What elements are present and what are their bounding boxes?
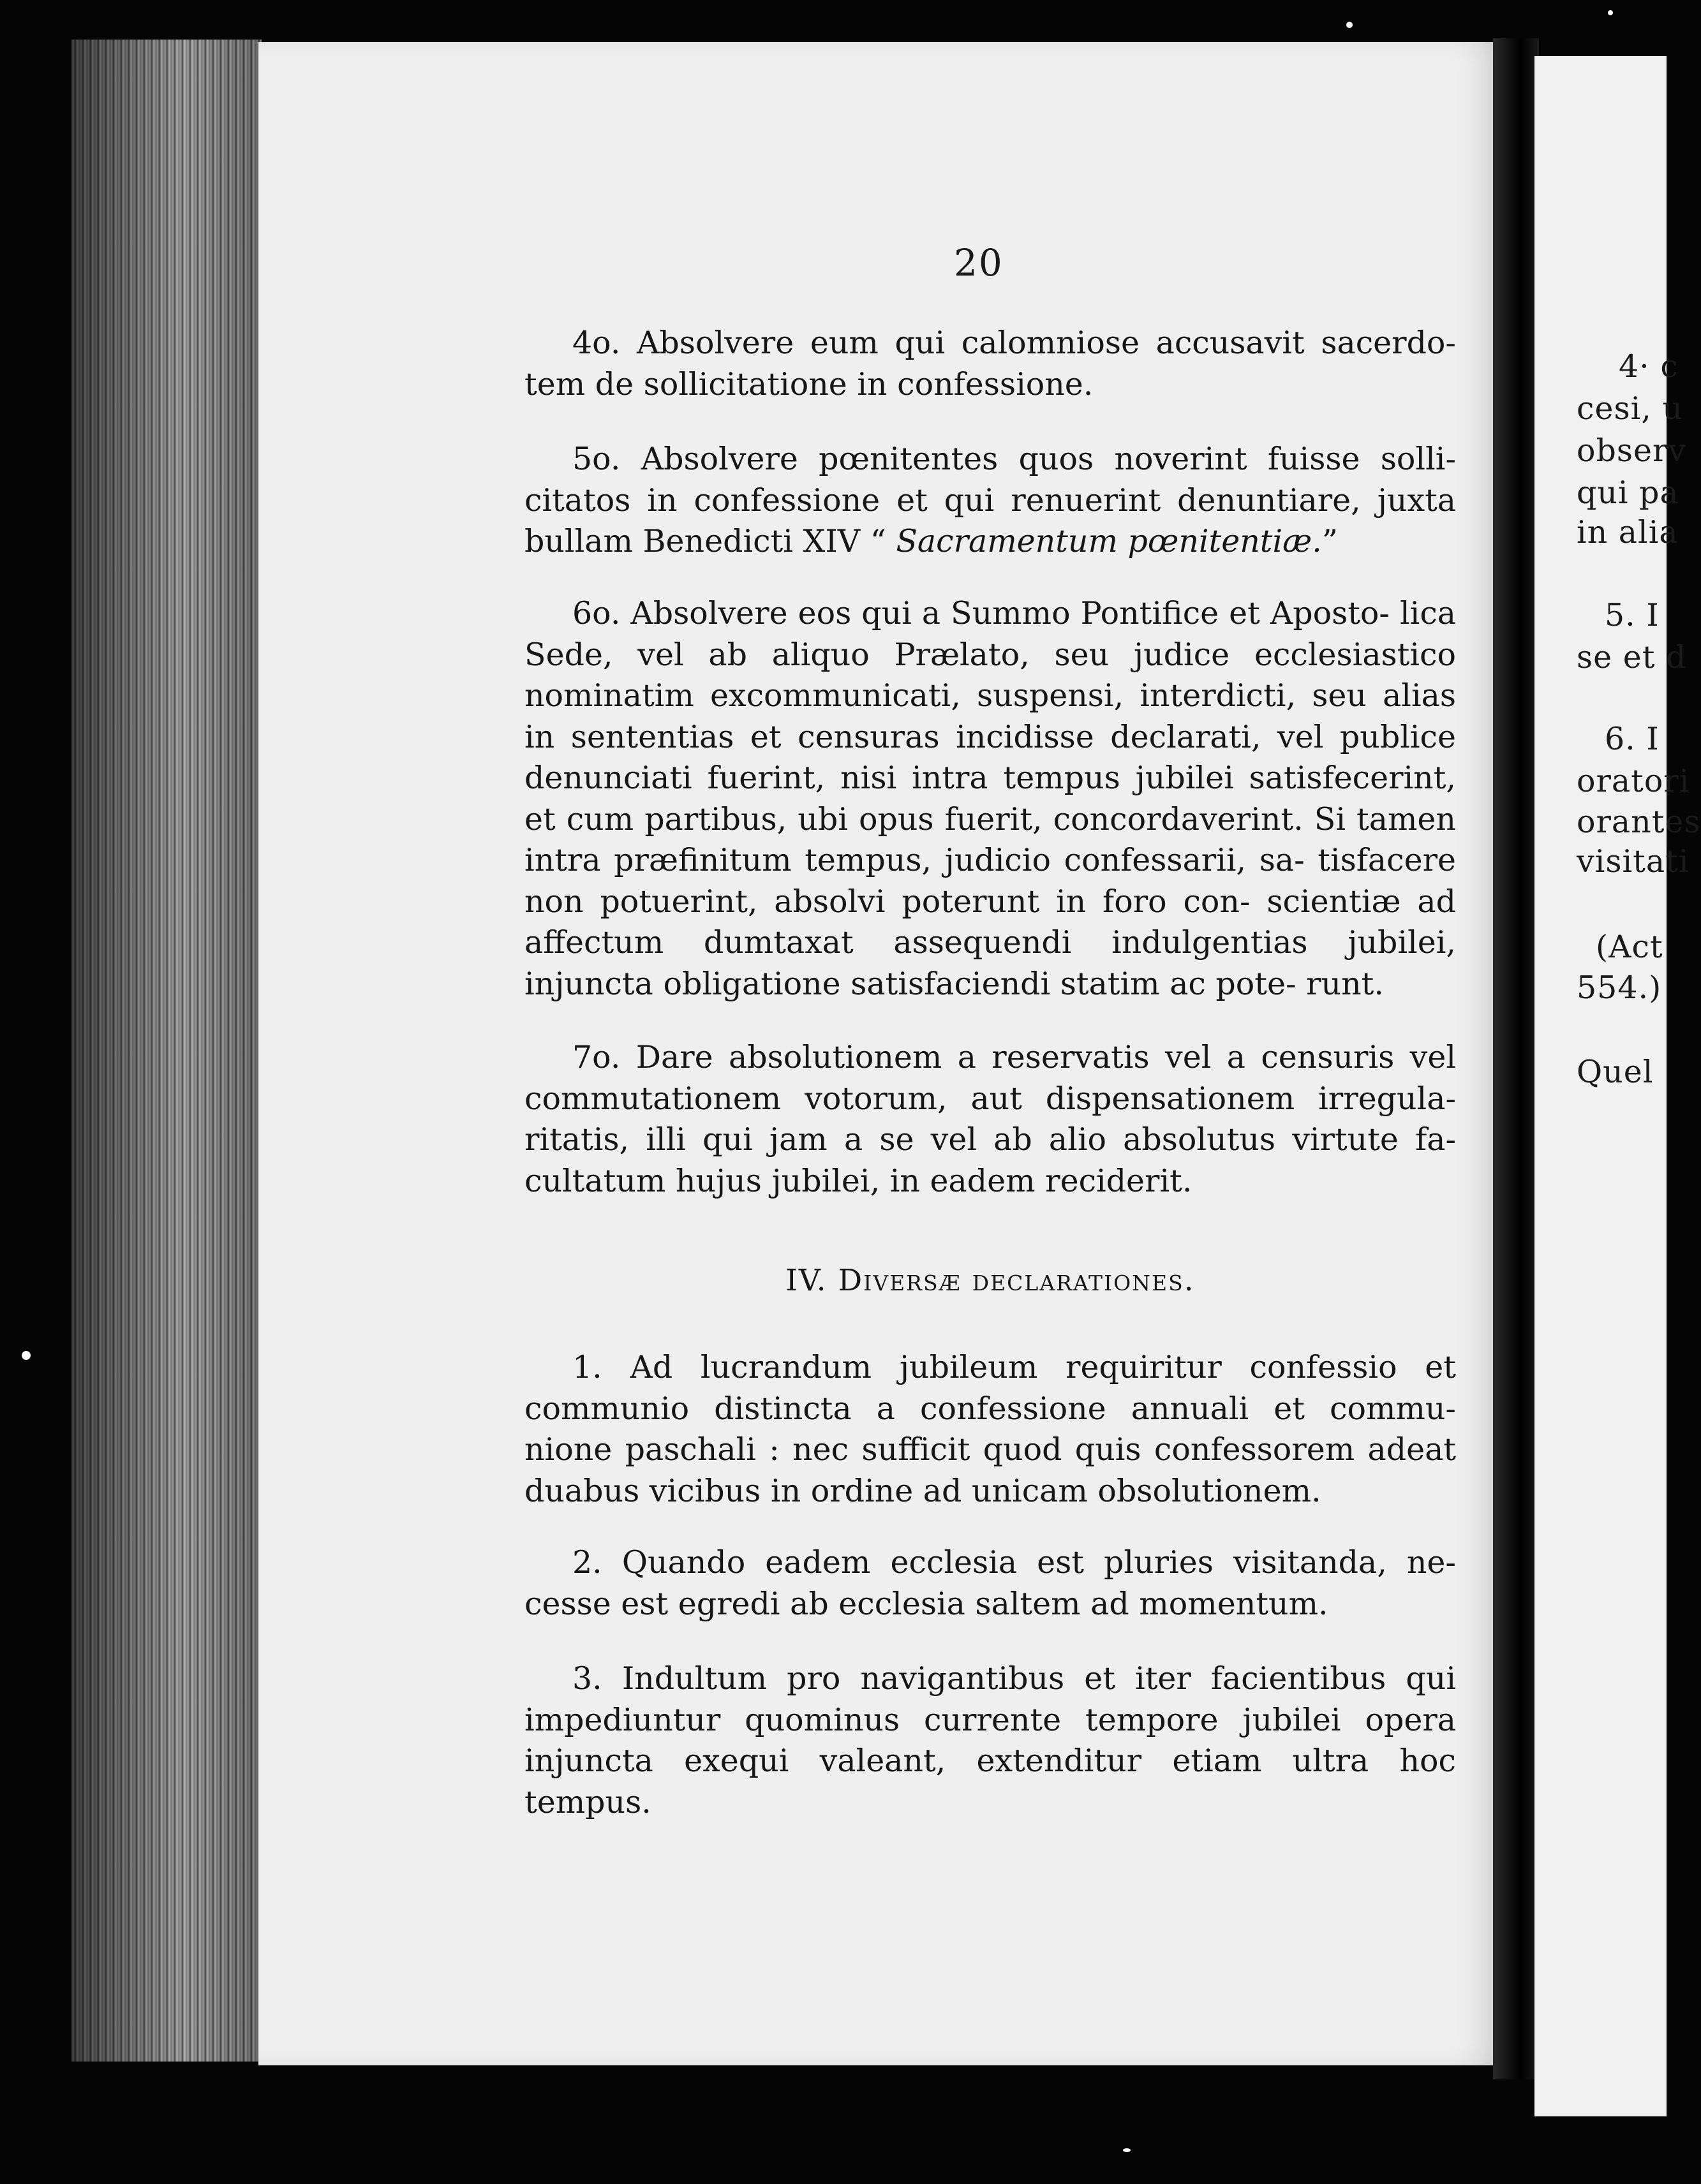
text-line: tem de sollicitatione in confessione. [524,365,1094,402]
facing-line: se et d [1577,639,1687,675]
facing-line: in alia [1577,514,1679,550]
text-line: jubilei, injuncta obligatione satisfaciendi statim ac pote- [524,924,1457,1002]
facing-line: observ [1577,432,1687,469]
text-line: tisfacere non potuerint, absolvi poterunt in foro con- [524,842,1456,920]
declaration-3 [524,1658,1456,1823]
facing-line: 554.) [1577,970,1662,1006]
text-line: communio distincta a confessione annuali et commu- [524,1390,1456,1427]
facing-line: cesi, u [1577,390,1683,427]
text-line: cesse est egredi ab ecclesia saltem ad momentum. [524,1585,1328,1622]
text-line: bullam Benedicti XIV “ [524,523,896,559]
facing-line: (Act [1596,929,1663,965]
text-line: 1. Ad lucrandum jubileum requiritur confessio et [572,1349,1456,1385]
paragraph-5o [524,439,1456,563]
text-line: cultatum hujus jubilei, in eadem reciderit. [524,1162,1192,1199]
facing-line: 5. I [1605,597,1660,633]
text-line: 5o. Absolvere pœnitentes quos noverint fuisse solli- [572,441,1456,477]
text-line: duabus vicibus in ordine ad unicam obsolutionem. [524,1472,1321,1509]
scan-speck [22,1351,31,1360]
section-title: Diversæ declarationes. [838,1263,1195,1298]
text-line: denunciati fuerint, nisi intra tempus jubilei satisfecerint, [524,760,1456,796]
text-line: 4o. Absolvere eum qui calomniose accusavit sacerdo- [572,325,1456,361]
scan-speck [1346,22,1353,28]
paragraph-7o [524,1037,1456,1202]
book-fore-edge [71,40,262,2062]
facing-line: qui pa [1577,475,1679,511]
facing-line: 6. I [1605,721,1660,757]
text-line: commutationem votorum, aut dispensationem irregula- [524,1080,1456,1117]
bull-title: Sacramentum pœnitentiæ. [896,523,1322,559]
text-line: et cum partibus, ubi opus fuerit, concordaverint. Si [524,801,1346,837]
text-line: 6o. Absolvere eos qui a Summo Pontifice et Aposto- [572,595,1390,631]
text-line: citatos in confessione et qui renuerint denuntiare, juxta [524,482,1456,519]
text-line: nominatim excommunicati, suspensi, interdicti, seu alias [524,677,1456,714]
section-numeral: IV. [785,1263,828,1298]
text-line: lica Sede, vel ab aliquo Prælato, seu judice ecclesiastico [524,595,1457,673]
declaration-1 [524,1347,1456,1512]
page-number: 20 [954,241,1004,284]
text-line: tempus. [524,1783,651,1820]
text-line: tamen intra præfinitum tempus, judicio confessarii, sa- [524,801,1456,878]
facing-line: Quel [1577,1054,1654,1090]
declaration-2 [524,1542,1456,1625]
text-line: ritatis, illi qui jam a se vel ab alio absolutus virtute fa- [524,1121,1456,1158]
text-line: ” [1321,523,1338,559]
section-heading [524,1263,1456,1298]
text-line: impediuntur quominus currente tempore jubilei opera [524,1701,1456,1738]
scan-speck [1608,10,1613,15]
book-gutter [1493,38,1539,2079]
facing-line: visitati [1577,843,1690,880]
facing-page [1534,56,1701,2116]
facing-line: oratori [1577,763,1690,799]
text-line: 7o. Dare absolutionem a reservatis vel a censuris vel [572,1039,1456,1075]
paragraph-6o [524,593,1456,1005]
text-line: scientiæ ad affectum dumtaxat assequendi indulgentias [524,883,1456,961]
text-line: 3. Indultum pro navigantibus et iter facientibus qui [572,1660,1456,1697]
facing-line: 4· c [1619,348,1679,385]
text-line: injuncta exequi valeant, extenditur etiam ultra hoc [524,1743,1456,1779]
text-line: nione paschali : nec sufficit quod quis confessorem adeat [524,1431,1456,1468]
scan-speck [1123,2148,1131,2152]
text-line: runt. [1306,965,1384,1002]
facing-line: orantes [1577,804,1701,840]
text-line: 2. Quando eadem ecclesia est pluries visitanda, ne- [572,1544,1456,1581]
paragraph-4o [524,323,1456,405]
text-line: in sententias et censuras incidisse declarati, vel publice [524,718,1456,755]
